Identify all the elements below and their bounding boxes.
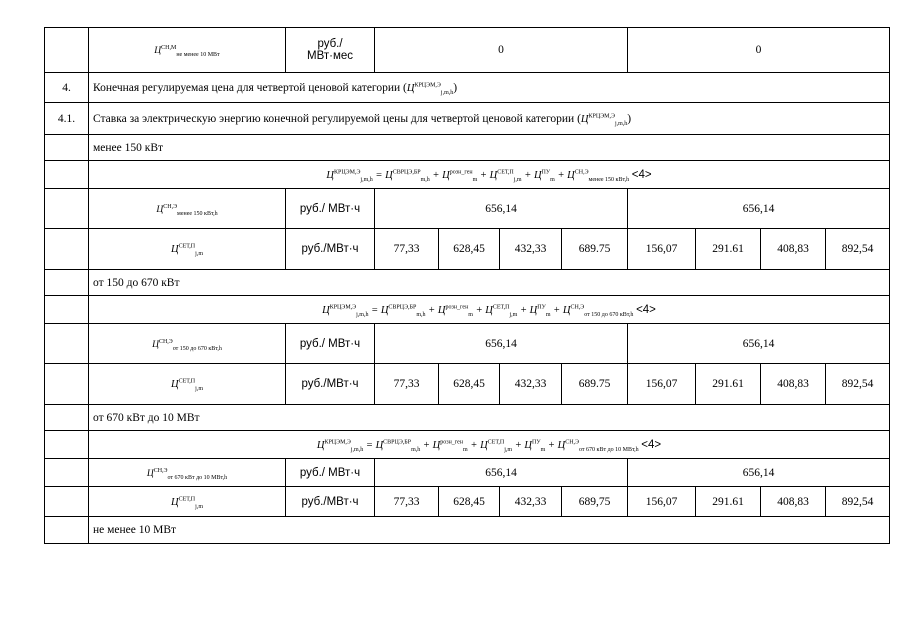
net-rate-row (45, 364, 890, 405)
value-cell: 408,83 (761, 487, 826, 517)
net-rate-row (45, 229, 890, 270)
footnote-ref: <4> (641, 438, 662, 451)
value-cell: 77,33 (375, 364, 439, 405)
value-cell: 892,54 (826, 229, 890, 270)
value-cell: 689.75 (562, 229, 628, 270)
value-cell: 156,07 (628, 364, 696, 405)
value-cell: 408,83 (761, 364, 826, 405)
unit-cell: руб./ МВт·мес (286, 28, 375, 73)
group-title: не менее 10 МВт (89, 517, 890, 544)
group-title-row (45, 135, 890, 161)
value-cell-a: 0 (375, 28, 628, 73)
formula: $Ц^{КРЦЭМ,Э}_{j,m,h} = Ц^{СВРЦЭ,БР}_{m,h} + Ц^{розн\_ген}_m + Ц^{СЕТ,П}_{j,m} + Ц^{ПУ}_m + Ц^{СН,Э}_{менее 150 кВт,h} <4>$ (89, 161, 890, 189)
indicator-cell: $Ц^{СЕТ,П}_{j,m}$ (89, 229, 286, 270)
net-rate-row (45, 487, 890, 517)
footnote-ref: <4> (631, 168, 652, 181)
group-title-row (45, 270, 890, 296)
unit-cell: руб./МВт·ч (286, 487, 375, 517)
group-title-row (45, 405, 890, 431)
value-cell-b: 656,14 (628, 459, 890, 487)
section-title: Конечная регулируемая цена для четвертой ценовой категории $(Ц^{КРЦЭМ,Э}_{j,m,h})$ (89, 73, 890, 103)
unit-cell: руб./ МВт·ч (286, 324, 375, 364)
value-cell: 892,54 (826, 364, 890, 405)
section-number: 4. (45, 73, 89, 103)
section-row (45, 103, 890, 135)
section-row (45, 73, 890, 103)
section-number: 4.1. (45, 103, 89, 135)
value-cell: 628,45 (439, 487, 500, 517)
value-cell: 291.61 (696, 364, 761, 405)
value-cell-a: 656,14 (375, 189, 628, 229)
value-cell: 77,33 (375, 487, 439, 517)
value-cell: 291.61 (696, 487, 761, 517)
unit-cell: руб./МВт·ч (286, 364, 375, 405)
unit-cell: руб./ МВт·ч (286, 459, 375, 487)
section-title: Ставка за электрическую энергию конечной регулируемой цены для четвертой ценовой категории $(Ц^{КРЦЭМ,Э}_{j,m,h})$ (89, 103, 890, 135)
value-cell: 77,33 (375, 229, 439, 270)
footnote-ref: <4> (636, 303, 656, 316)
value-cell: 689.75 (562, 364, 628, 405)
formula-row (45, 161, 890, 189)
group-title: от 670 кВт до 10 МВт (89, 405, 890, 431)
formula: $Ц^{КРЦЭМ,Э}_{j,m,h} = Ц^{СВРЦЭ,БР}_{m,h} + Ц^{розн\_ген}_m + Ц^{СЕТ,П}_{j,m} + Ц^{ПУ}_m + Ц^{СН,Э}_{от 150 до 670 кВт,h} <4>$ (89, 296, 890, 324)
table-row (45, 28, 890, 73)
unit-cell: руб./МВт·ч (286, 229, 375, 270)
formula-row (45, 296, 890, 324)
unit-cell: руб./ МВт·ч (286, 189, 375, 229)
formula-row (45, 431, 890, 459)
value-cell-a: 656,14 (375, 324, 628, 364)
value-cell-b: 0 (628, 28, 890, 73)
value-cell-a: 656,14 (375, 459, 628, 487)
value-cell: 432,33 (500, 487, 562, 517)
rate-row (45, 459, 890, 487)
value-cell: 156,07 (628, 487, 696, 517)
formula: $Ц^{КРЦЭМ,Э}_{j,m,h} = Ц^{СВРЦЭ,БР}_{m,h} + Ц^{розн\_ген}_m + Ц^{СЕТ,П}_{j,m} + Ц^{ПУ}_m + Ц^{СН,Э}_{от 670 кВт до 10 МВт,h} <4>$ (89, 431, 890, 459)
indicator-cell: $Ц^{СН,Э}_{от 670 кВт до 10 МВт,h}$ (89, 459, 286, 487)
indicator-cell: $Ц^{СЕТ,П}_{j,m}$ (89, 364, 286, 405)
value-cell: 689,75 (562, 487, 628, 517)
group-title: менее 150 кВт (89, 135, 890, 161)
indicator-cell: $Ц^{СН,Э}_{менее 150 кВт,h}$ (89, 189, 286, 229)
row-number-cell (45, 28, 89, 73)
value-cell: 432,33 (500, 364, 562, 405)
value-cell: 892,54 (826, 487, 890, 517)
group-title: от 150 до 670 кВт (89, 270, 890, 296)
value-cell: 408,83 (761, 229, 826, 270)
value-cell-b: 656,14 (628, 189, 890, 229)
rate-row (45, 324, 890, 364)
indicator-cell: $Ц^{СЕТ,П}_{j,m}$ (89, 487, 286, 517)
value-cell: 291.61 (696, 229, 761, 270)
rate-row (45, 189, 890, 229)
group-title-row (45, 517, 890, 544)
indicator-cell: $Ц^{СН,Э}_{от 150 до 670 кВт,h}$ (89, 324, 286, 364)
value-cell: 432,33 (500, 229, 562, 270)
value-cell: 628,45 (439, 364, 500, 405)
tariff-table (44, 27, 890, 544)
value-cell-b: 656,14 (628, 324, 890, 364)
value-cell: 628,45 (439, 229, 500, 270)
value-cell: 156,07 (628, 229, 696, 270)
indicator-cell: $Ц^{СН,М}_{не менее 10 МВт}$ (89, 28, 286, 73)
